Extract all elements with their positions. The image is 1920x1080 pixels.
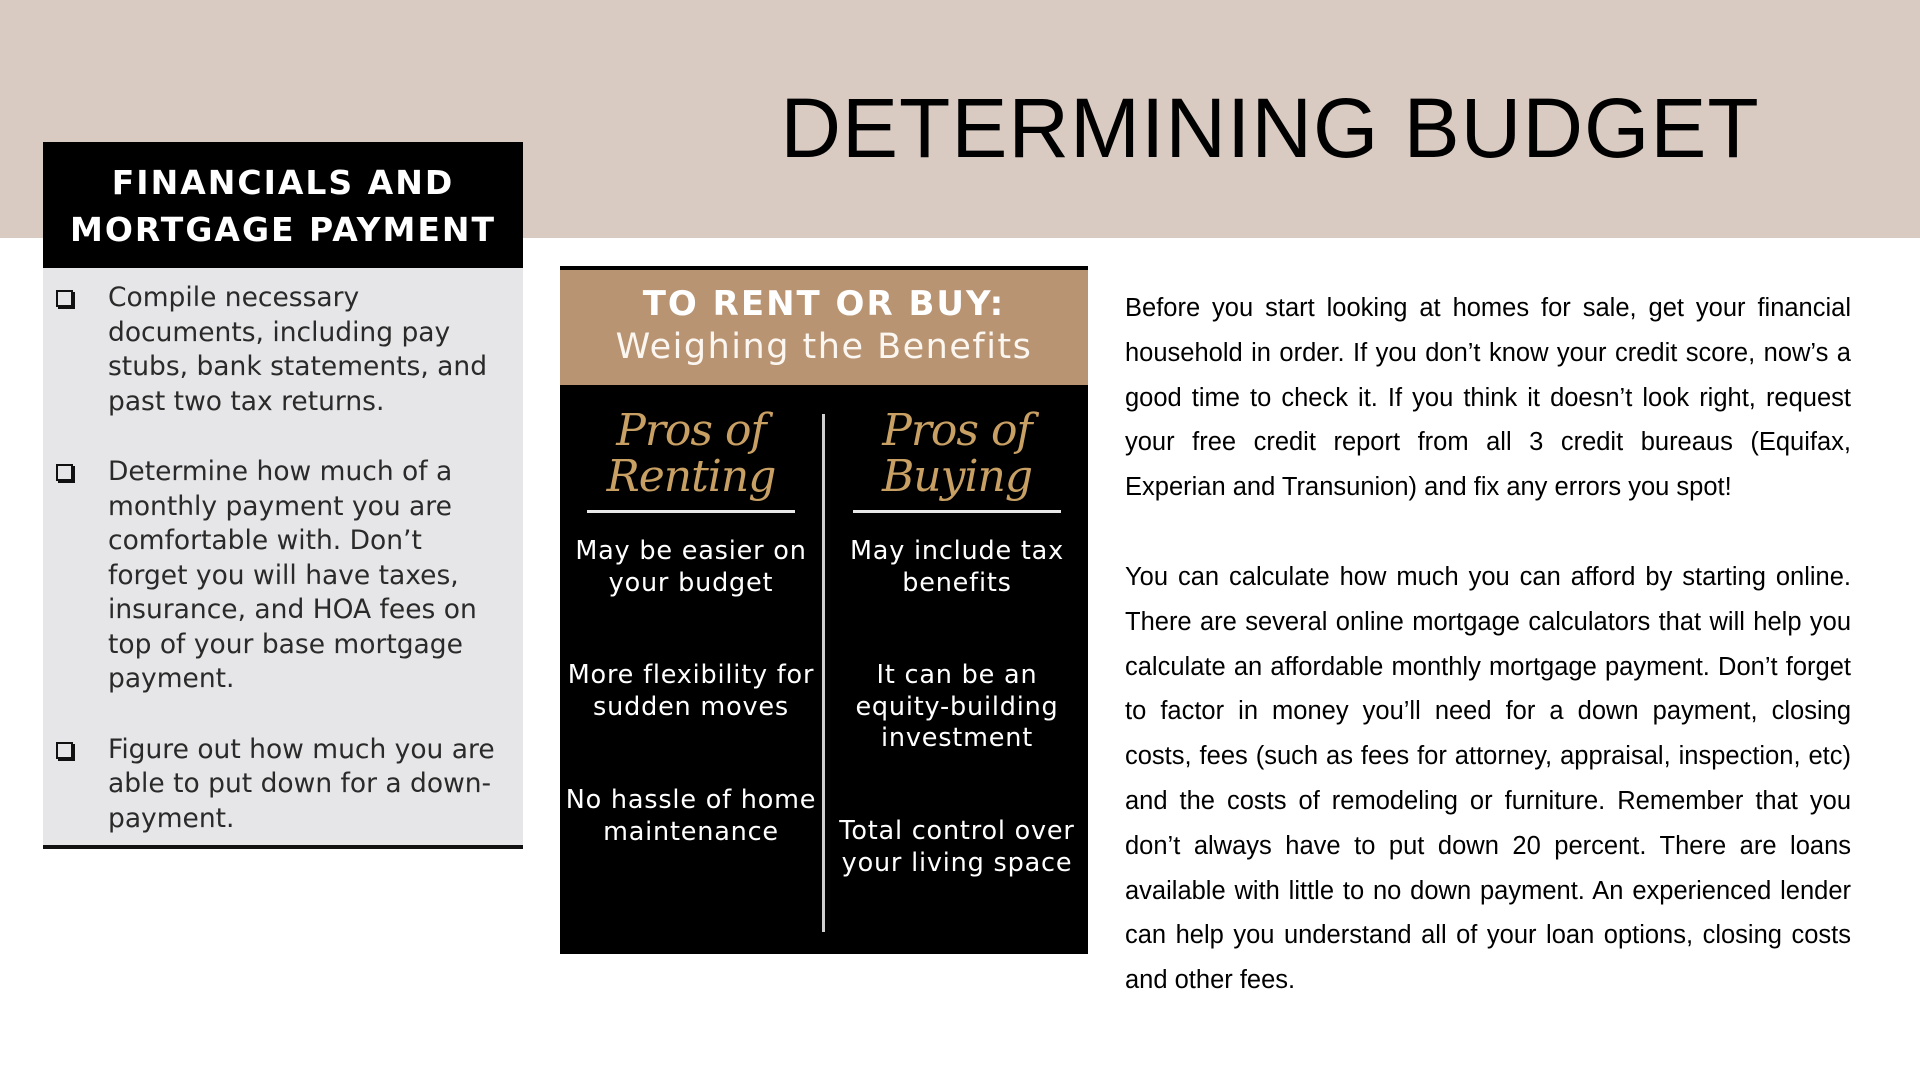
buying-benefit: May include tax benefits xyxy=(849,536,1065,598)
checklist-item-text: Determine how much of a monthly payment you are comfortable with. Don’t forget you will have taxes, insurance, and HOA fees on top of your base mortgage payment. xyxy=(108,456,477,694)
checklist-item xyxy=(43,733,523,837)
heading-line2: Buying xyxy=(881,451,1033,502)
checkbox-icon xyxy=(56,464,73,481)
body-text xyxy=(1125,286,1851,1003)
slide-title: DETERMINING BUDGET xyxy=(780,81,1760,175)
heading-line1: Pros of xyxy=(616,405,766,456)
pros-of-renting-heading xyxy=(560,404,822,508)
financials-card-header xyxy=(43,142,523,268)
renting-benefit: May be easier on your budget xyxy=(575,536,807,598)
rent-or-buy-title: TO RENT OR BUY: xyxy=(642,284,1006,324)
rent-or-buy-header xyxy=(560,270,1088,385)
pros-of-buying-column xyxy=(826,404,1088,878)
paragraph-calculate: You can calculate how much you can afford by starting online. There are several online mortgage calculators that will help you calculate an affordable monthly mortgage payment. Don’t forget to factor in money you’ll need for a down payment, closing costs, fees (such as fees for attorney, appraisal, inspection, etc) and the costs of remodeling or furniture. Remember that you don’t always have to put down 20 percent. There are loans available with little to no down payment. An experienced lender can help you understand all of your loan options, closing costs and other fees. xyxy=(1125,562,1851,995)
financials-header-line1: FINANCIALS AND xyxy=(111,163,455,202)
checklist-item-text: Figure out how much you are able to put down for a down-payment. xyxy=(108,733,495,834)
financials-header-line2: MORTGAGE PAYMENT xyxy=(69,210,497,249)
paragraph-credit: Before you start looking at homes for sale, get your financial household in order. If you don’t know your credit score, now’s a good time to check it. If you think it doesn’t look right, request your free credit report from all 3 credit bureaus (Equifax, Experian and Transunion) and fix any errors you spot! xyxy=(1125,294,1851,502)
rent-or-buy-subtitle: Weighing the Benefits xyxy=(615,327,1033,367)
card-bottom-rule xyxy=(43,845,523,849)
checkbox-icon xyxy=(56,290,73,307)
checklist-item xyxy=(43,281,523,419)
pros-of-buying-heading xyxy=(826,404,1088,508)
pros-of-renting-column xyxy=(560,404,822,847)
financials-card xyxy=(43,142,523,849)
heading-line2: Renting xyxy=(606,451,776,502)
rent-or-buy-graphic xyxy=(560,266,1088,954)
renting-benefit: More flexibility for sudden moves xyxy=(567,660,815,722)
heading-underline xyxy=(853,510,1061,513)
buying-benefit: It can be an equity-building investment xyxy=(855,660,1059,753)
checkbox-icon xyxy=(56,742,73,759)
renting-benefit: No hassle of home maintenance xyxy=(565,785,817,847)
checklist-item-text: Compile necessary documents, including pay stubs, bank statements, and past two tax returns. xyxy=(108,282,488,417)
heading-underline xyxy=(587,510,795,513)
buying-benefit: Total control over your living space xyxy=(839,816,1075,878)
checklist-item xyxy=(43,455,523,697)
heading-line1: Pros of xyxy=(882,405,1032,456)
financials-checklist xyxy=(43,281,523,836)
column-divider xyxy=(822,414,825,932)
